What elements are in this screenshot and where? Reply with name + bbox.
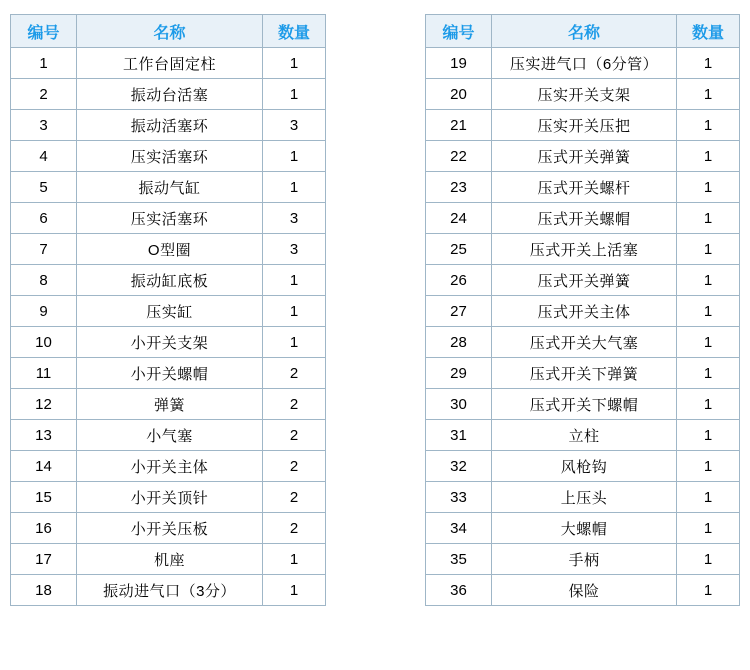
- table-row: [426, 172, 740, 203]
- cell-name: 压式开关螺杆: [492, 172, 677, 203]
- cell-qty: 1: [677, 203, 740, 234]
- table-row: [11, 513, 326, 544]
- table-header-left: [11, 15, 326, 48]
- cell-qty: 2: [263, 389, 326, 420]
- cell-qty: 3: [263, 203, 326, 234]
- cell-name: 小开关压板: [77, 513, 263, 544]
- cell-name: 工作台固定柱: [77, 48, 263, 79]
- cell-qty: 1: [263, 141, 326, 172]
- cell-no: 9: [11, 296, 77, 327]
- cell-name: 小开关螺帽: [77, 358, 263, 389]
- cell-name: 压式开关下弹簧: [492, 358, 677, 389]
- cell-qty: 2: [263, 358, 326, 389]
- cell-no: 20: [426, 79, 492, 110]
- cell-qty: 1: [677, 327, 740, 358]
- cell-name: O型圈: [77, 234, 263, 265]
- table-row: [11, 172, 326, 203]
- table-row: [11, 420, 326, 451]
- table-row: [11, 48, 326, 79]
- cell-name: 大螺帽: [492, 513, 677, 544]
- cell-qty: 1: [677, 110, 740, 141]
- cell-no: 29: [426, 358, 492, 389]
- cell-no: 6: [11, 203, 77, 234]
- header-cell-no: 编号: [426, 15, 492, 48]
- table-row: [426, 141, 740, 172]
- cell-no: 7: [11, 234, 77, 265]
- cell-no: 3: [11, 110, 77, 141]
- cell-no: 4: [11, 141, 77, 172]
- cell-qty: 1: [677, 48, 740, 79]
- cell-no: 21: [426, 110, 492, 141]
- table-row: [426, 79, 740, 110]
- table-row: [11, 451, 326, 482]
- cell-qty: 1: [677, 544, 740, 575]
- cell-name: 压实活塞环: [77, 203, 263, 234]
- cell-no: 2: [11, 79, 77, 110]
- cell-no: 14: [11, 451, 77, 482]
- cell-no: 32: [426, 451, 492, 482]
- cell-qty: 1: [263, 327, 326, 358]
- cell-name: 上压头: [492, 482, 677, 513]
- cell-qty: 1: [677, 575, 740, 606]
- cell-no: 17: [11, 544, 77, 575]
- cell-name: 振动活塞环: [77, 110, 263, 141]
- cell-no: 8: [11, 265, 77, 296]
- cell-qty: 1: [677, 451, 740, 482]
- cell-qty: 1: [677, 358, 740, 389]
- table-row: [426, 48, 740, 79]
- cell-qty: 3: [263, 234, 326, 265]
- cell-name: 压实活塞环: [77, 141, 263, 172]
- cell-name: 小开关支架: [77, 327, 263, 358]
- cell-name: 压式开关大气塞: [492, 327, 677, 358]
- cell-name: 立柱: [492, 420, 677, 451]
- cell-qty: 1: [263, 48, 326, 79]
- table-row: [426, 513, 740, 544]
- cell-no: 19: [426, 48, 492, 79]
- cell-name: 振动进气口（3分）: [77, 575, 263, 606]
- cell-name: 振动台活塞: [77, 79, 263, 110]
- header-cell-name: 名称: [492, 15, 677, 48]
- cell-no: 11: [11, 358, 77, 389]
- table-row: [426, 203, 740, 234]
- cell-no: 24: [426, 203, 492, 234]
- table-row: [11, 203, 326, 234]
- cell-no: 18: [11, 575, 77, 606]
- table-row: [11, 544, 326, 575]
- table-row: [426, 234, 740, 265]
- cell-no: 16: [11, 513, 77, 544]
- table-body-right: [426, 48, 740, 606]
- table-row: [426, 420, 740, 451]
- cell-name: 压式开关下螺帽: [492, 389, 677, 420]
- header-cell-name: 名称: [77, 15, 263, 48]
- cell-qty: 1: [263, 265, 326, 296]
- table-row: [426, 358, 740, 389]
- parts-table-left: [10, 14, 326, 606]
- cell-qty: 1: [677, 141, 740, 172]
- cell-qty: 3: [263, 110, 326, 141]
- parts-table-right: [425, 14, 740, 606]
- cell-no: 36: [426, 575, 492, 606]
- table-row: [11, 296, 326, 327]
- cell-qty: 2: [263, 513, 326, 544]
- cell-name: 压式开关弹簧: [492, 265, 677, 296]
- table-row: [426, 389, 740, 420]
- table-body-left: [11, 48, 326, 606]
- table-row: [11, 79, 326, 110]
- table-row: [11, 110, 326, 141]
- table-row: [11, 575, 326, 606]
- cell-no: 35: [426, 544, 492, 575]
- table-row: [426, 265, 740, 296]
- cell-name: 小开关主体: [77, 451, 263, 482]
- cell-no: 34: [426, 513, 492, 544]
- table-row: [11, 327, 326, 358]
- table-header-right: [426, 15, 740, 48]
- cell-no: 1: [11, 48, 77, 79]
- header-row: [11, 15, 326, 48]
- cell-no: 30: [426, 389, 492, 420]
- table-row: [11, 234, 326, 265]
- cell-qty: 2: [263, 482, 326, 513]
- cell-no: 15: [11, 482, 77, 513]
- cell-qty: 1: [677, 234, 740, 265]
- table-row: [426, 544, 740, 575]
- cell-no: 28: [426, 327, 492, 358]
- cell-qty: 1: [677, 172, 740, 203]
- cell-name: 压式开关弹簧: [492, 141, 677, 172]
- cell-name: 风枪钩: [492, 451, 677, 482]
- cell-name: 压式开关主体: [492, 296, 677, 327]
- cell-qty: 1: [263, 296, 326, 327]
- table-row: [426, 482, 740, 513]
- table-row: [11, 358, 326, 389]
- cell-name: 手柄: [492, 544, 677, 575]
- cell-no: 10: [11, 327, 77, 358]
- cell-name: 弹簧: [77, 389, 263, 420]
- cell-name: 保险: [492, 575, 677, 606]
- cell-name: 压实缸: [77, 296, 263, 327]
- header-cell-no: 编号: [11, 15, 77, 48]
- cell-qty: 1: [677, 296, 740, 327]
- cell-qty: 1: [677, 389, 740, 420]
- cell-no: 25: [426, 234, 492, 265]
- header-cell-qty: 数量: [677, 15, 740, 48]
- cell-name: 压实开关支架: [492, 79, 677, 110]
- cell-qty: 2: [263, 451, 326, 482]
- cell-no: 33: [426, 482, 492, 513]
- cell-name: 振动气缸: [77, 172, 263, 203]
- table-row: [426, 110, 740, 141]
- table-row: [11, 389, 326, 420]
- table-row: [426, 575, 740, 606]
- cell-name: 压实进气口（6分管）: [492, 48, 677, 79]
- cell-qty: 1: [263, 544, 326, 575]
- cell-qty: 1: [677, 513, 740, 544]
- cell-qty: 1: [677, 482, 740, 513]
- cell-qty: 1: [677, 420, 740, 451]
- cell-no: 5: [11, 172, 77, 203]
- table-row: [11, 482, 326, 513]
- cell-no: 27: [426, 296, 492, 327]
- cell-name: 压实开关压把: [492, 110, 677, 141]
- cell-name: 压式开关螺帽: [492, 203, 677, 234]
- table-row: [426, 296, 740, 327]
- table-row: [11, 265, 326, 296]
- header-row: [426, 15, 740, 48]
- table-row: [11, 141, 326, 172]
- cell-qty: 2: [263, 420, 326, 451]
- cell-no: 22: [426, 141, 492, 172]
- cell-no: 13: [11, 420, 77, 451]
- cell-no: 31: [426, 420, 492, 451]
- cell-no: 26: [426, 265, 492, 296]
- header-cell-qty: 数量: [263, 15, 326, 48]
- cell-name: 振动缸底板: [77, 265, 263, 296]
- table-row: [426, 327, 740, 358]
- cell-qty: 1: [263, 575, 326, 606]
- cell-name: 压式开关上活塞: [492, 234, 677, 265]
- cell-name: 机座: [77, 544, 263, 575]
- cell-name: 小气塞: [77, 420, 263, 451]
- cell-qty: 1: [263, 172, 326, 203]
- cell-qty: 1: [677, 265, 740, 296]
- cell-qty: 1: [677, 79, 740, 110]
- cell-name: 小开关顶针: [77, 482, 263, 513]
- cell-no: 23: [426, 172, 492, 203]
- table-row: [426, 451, 740, 482]
- cell-no: 12: [11, 389, 77, 420]
- cell-qty: 1: [263, 79, 326, 110]
